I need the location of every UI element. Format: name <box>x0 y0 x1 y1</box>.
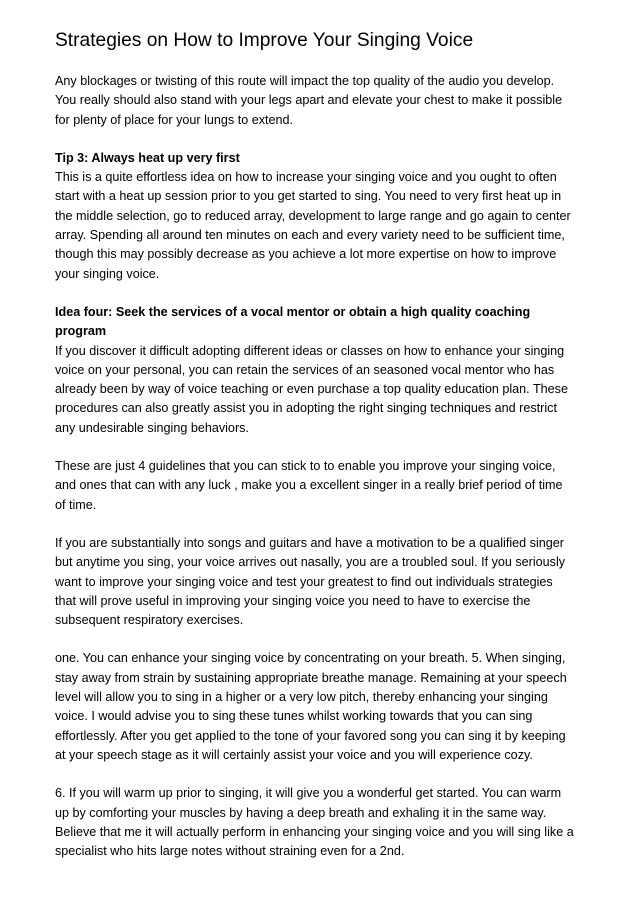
text-line: array. Spending all around ten minutes on each and every variety need to be sufficient time, <box>55 228 565 243</box>
paragraph-tip-3 <box>55 149 595 284</box>
text-line: that will prove useful in improving your singing voice you need to have to exercise the <box>55 593 531 608</box>
paragraph-warm-up <box>55 784 595 861</box>
text-line: and ones that can with any luck , make you a excellent singer in a really brief period of time <box>55 478 563 493</box>
document-title: Strategies on How to Improve Your Singing Voice <box>55 30 474 51</box>
section-heading: Tip 3: Always heat up very first <box>55 150 240 165</box>
text-line: at your speech stage as it will certainly assist your voice and you will experience cozy. <box>55 747 533 762</box>
text-line: start with a heat up session prior to you get started to sing. You need to very first heat up in <box>55 189 562 204</box>
text-line: specialist who hits large notes without straining even for a 2nd. <box>55 844 405 859</box>
paragraph-intro <box>55 72 595 130</box>
paragraph-idea-four <box>55 303 595 438</box>
text-line: any undesirable singing behaviors. <box>55 420 249 435</box>
text-line: Any blockages or twisting of this route will impact the top quality of the audio you develop. <box>55 74 555 88</box>
text-line: These are just 4 guidelines that you can stick to to enable you improve your singing voice, <box>55 459 556 474</box>
text-line: subsequent respiratory exercises. <box>55 613 244 628</box>
text-line: procedures can also greatly assist you in adopting the right singing techniques and restrict <box>55 401 557 416</box>
text-line: your singing voice. <box>55 266 160 281</box>
section-heading: Idea four: Seek the services of a vocal mentor or obtain a high quality coaching <box>55 304 531 319</box>
text-line: though this may possibly decrease as you achieve a lot more expertise on how to improve <box>55 247 557 262</box>
text-line: This is a quite effortless idea on how to increase your singing voice and you ought to often <box>55 170 557 185</box>
text-line: level will allow you to sing in a higher or a very low pitch, thereby enhancing your singing <box>55 690 548 705</box>
text-line: If you discover it difficult adopting different ideas or classes on how to enhance your singing <box>55 343 565 358</box>
text-line: of time. <box>55 497 97 512</box>
paragraph-nasal-voice <box>55 534 595 630</box>
text-line: one. You can enhance your singing voice by concentrating on your breath. 5. When singing, <box>55 651 566 666</box>
paragraph-breath <box>55 649 595 765</box>
text-line: voice on your personal, you can retain the services of an seasoned vocal mentor who has <box>55 362 555 377</box>
text-line: but anytime you sing, your voice arrives out nasally, you are a troubled soul. If you seriously <box>55 555 566 570</box>
text-line: effortlessly. After you get applied to the tone of your favored song you can sing it by keeping <box>55 728 566 743</box>
text-line: 6. If you will warm up prior to singing, it will give you a wonderful get started. You can warm <box>55 786 562 801</box>
paragraph-guidelines <box>55 457 595 515</box>
text-line: stay away from strain by sustaining appropriate breathe manage. Remaining at your speech <box>55 670 567 685</box>
text-line: voice. I would advise you to sing these tunes whilst working towards that you can sing <box>55 709 533 724</box>
text-line: for plenty of place for your lungs to extend. <box>55 112 294 127</box>
text-line: already been by way of voice teaching or even purchase a top quality education plan. These <box>55 382 568 397</box>
text-line: up by comforting your muscles by having a deep breath and exhaling it in the same way. <box>55 805 547 820</box>
text-line: You really should also stand with your legs apart and elevate your chest to make it possible <box>55 93 563 108</box>
text-line: want to improve your singing voice and test your greatest to find out individuals strategies <box>55 574 553 589</box>
text-line: the middle selection, go to reduced array, development to large range and go again to center <box>55 208 571 223</box>
text-line: If you are substantially into songs and guitars and have a motivation to be a qualified singer <box>55 535 564 550</box>
text-line: Believe that me it will actually perform in enhancing your singing voice and you will sing like a <box>55 824 574 839</box>
section-heading: program <box>55 324 107 339</box>
document-page <box>55 28 595 880</box>
